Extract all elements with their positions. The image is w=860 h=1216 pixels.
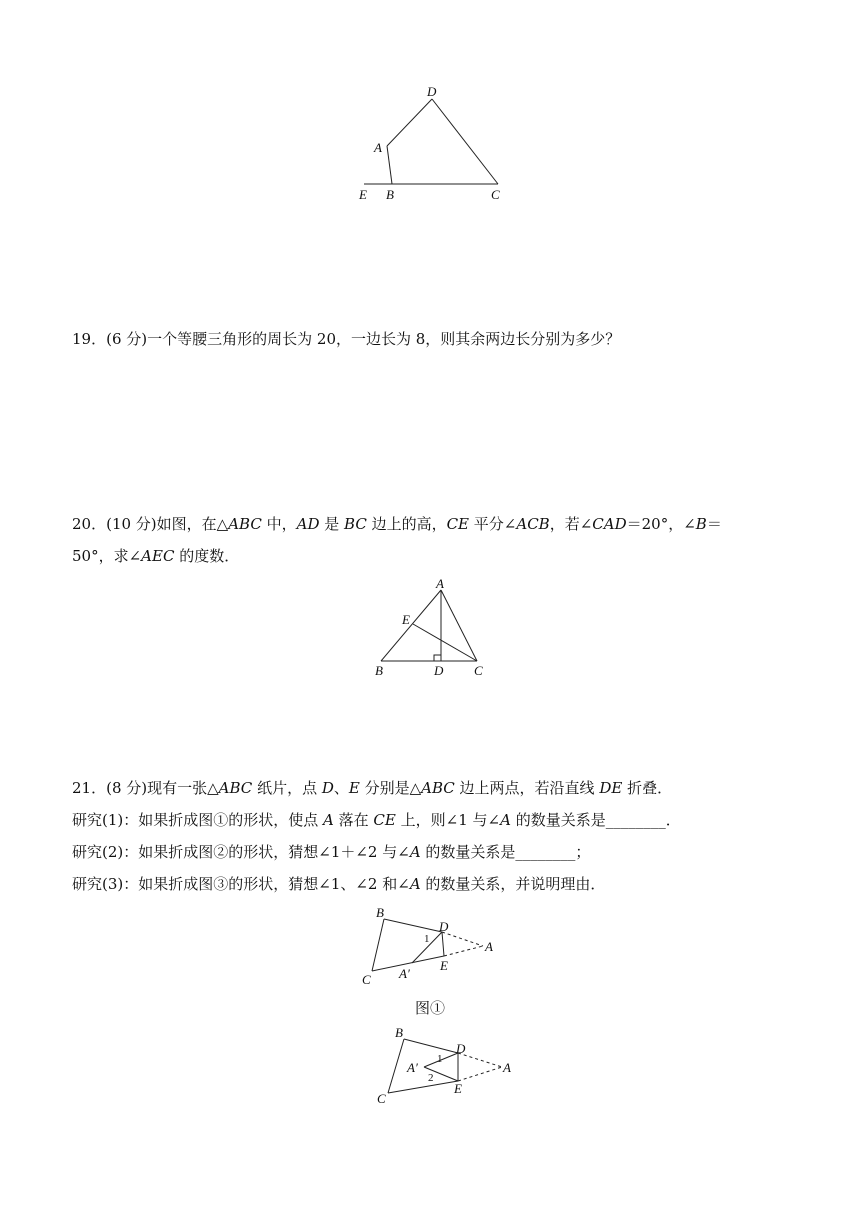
text: ＝ [706, 515, 722, 533]
text: 的数量关系，并说明理由． [420, 875, 606, 893]
label-a: A [374, 140, 382, 155]
label-a-prime: A′ [407, 1060, 418, 1075]
var: A [409, 843, 421, 861]
text: 的数量关系是________． [510, 811, 681, 829]
var: ABC [228, 515, 262, 533]
label-b: B [395, 1025, 403, 1040]
text: 是 [319, 515, 345, 533]
line-ab [387, 146, 392, 184]
var: E [348, 779, 360, 797]
question-score: (8 分) [106, 779, 148, 797]
text: 分别是△ [359, 779, 422, 797]
question-text: 一个等腰三角形的周长为 20，一边长为 8，则其余两边长分别为多少？ [147, 330, 621, 348]
question-score: (10 分) [106, 515, 157, 533]
var: CAD [592, 515, 627, 533]
var: A [500, 811, 511, 829]
figure-triangle-abc-altitude [368, 575, 498, 685]
label-c: C [377, 1091, 386, 1106]
text: 中， [261, 515, 297, 533]
text: 上，则∠1 与∠ [395, 811, 501, 829]
line-bc [388, 1039, 404, 1093]
figure-1-caption: 图① [415, 999, 446, 1017]
text: 折叠． [622, 779, 673, 797]
var: BC [344, 515, 367, 533]
question-line-1 [72, 508, 722, 540]
line-bd [404, 1039, 458, 1053]
var: D [321, 779, 334, 797]
label-angle-2: 2 [428, 1072, 434, 1084]
research-2 [72, 836, 681, 868]
research-3 [72, 868, 681, 900]
line-ab [381, 590, 441, 661]
text: ，若∠ [549, 515, 593, 533]
text: 现有一张△ [147, 779, 219, 797]
research-1 [72, 804, 681, 836]
label-e: E [454, 1081, 462, 1096]
label-a: A [485, 939, 493, 954]
question-19 [72, 323, 620, 355]
text: 研究(3)：如果折成图③的形状，猜想∠1、∠2 和∠ [72, 875, 410, 893]
var: AEC [141, 547, 175, 565]
var: ABC [421, 779, 455, 797]
text: 50°，求∠ [72, 547, 142, 565]
label-e: E [402, 612, 410, 627]
dashed-ea [444, 946, 483, 956]
label-a: A [436, 576, 444, 591]
var: A [323, 811, 334, 829]
text: 的数量关系是________； [420, 843, 591, 861]
label-d: D [439, 919, 449, 934]
var: CE [446, 515, 470, 533]
text: 边上的高， [366, 515, 447, 533]
label-d: D [427, 84, 437, 99]
var: ABC [218, 779, 253, 797]
right-angle-mark [434, 655, 441, 661]
label-b: B [386, 187, 394, 202]
var: CE [373, 811, 396, 829]
question-intro [72, 772, 681, 804]
text: 、 [333, 779, 349, 797]
question-number: 21． [72, 779, 107, 797]
question-number: 20． [72, 515, 107, 533]
text: 研究(1)：如果折成图①的形状，使点 [72, 811, 324, 829]
var: B [695, 515, 707, 533]
question-score: (6 分) [106, 330, 148, 348]
figure-quadrilateral-abcd [350, 80, 520, 210]
text: 的度数． [174, 547, 240, 565]
label-a: A [503, 1060, 511, 1075]
var: ACB [516, 515, 550, 533]
question-line-2 [72, 540, 722, 572]
line-ad [387, 99, 432, 146]
label-c: C [491, 187, 500, 202]
figure-fold-1 [358, 904, 508, 994]
dashed-ea [458, 1067, 502, 1081]
question-20 [72, 508, 722, 572]
line-de [442, 932, 444, 956]
question-number: 19． [72, 330, 107, 348]
label-angle-1: 1 [437, 1053, 443, 1065]
label-angle-1: 1 [424, 933, 430, 945]
text: 边上两点，若沿直线 [454, 779, 600, 797]
line-bd [384, 919, 442, 932]
label-d: D [456, 1041, 466, 1056]
label-c: C [362, 972, 371, 987]
var: A [409, 875, 421, 893]
question-21 [72, 772, 681, 900]
label-d: D [434, 663, 444, 678]
label-e: E [440, 958, 448, 973]
var: AD [296, 515, 320, 533]
var: DE [599, 779, 623, 797]
text: 平分∠ [469, 515, 517, 533]
text: ＝20°，∠ [626, 515, 696, 533]
text: 如图，在△ [156, 515, 229, 533]
text: 研究(2)：如果折成图②的形状，猜想∠1＋∠2 与∠ [72, 843, 410, 861]
line-bc [372, 919, 384, 971]
label-b: B [376, 905, 384, 920]
label-e: E [359, 187, 367, 202]
label-c: C [474, 663, 483, 678]
line-ce [388, 1081, 458, 1093]
label-a-prime: A′ [399, 966, 410, 981]
text: 纸片，点 [252, 779, 322, 797]
text: 落在 [333, 811, 374, 829]
label-b: B [375, 663, 383, 678]
line-dc [432, 99, 498, 184]
dashed-da [442, 932, 483, 946]
figure-fold-2 [372, 1022, 522, 1112]
